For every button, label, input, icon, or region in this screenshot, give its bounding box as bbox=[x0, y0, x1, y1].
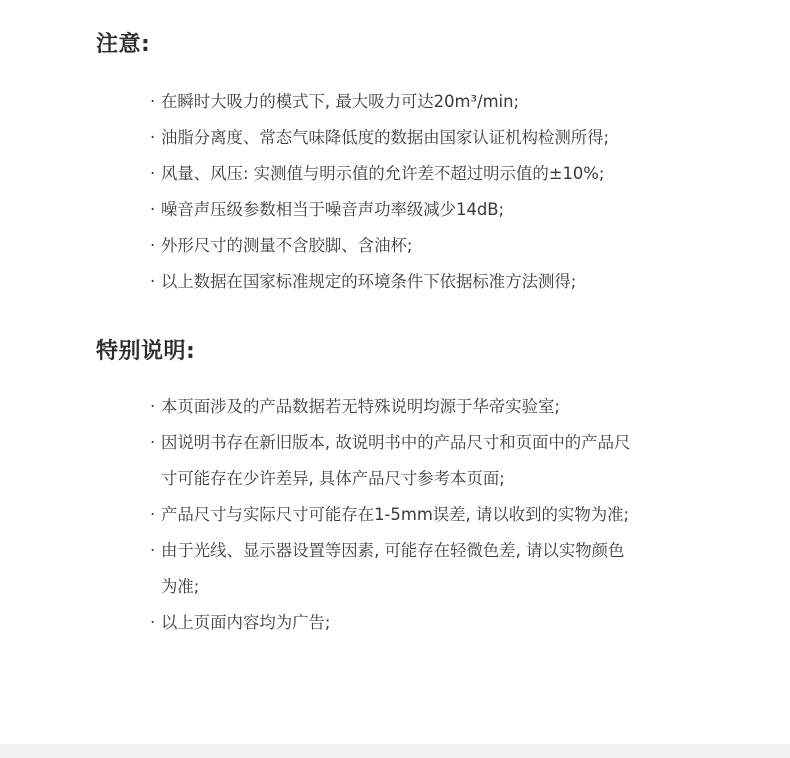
note-text: 噪音声压级参数相当于噪音声功率级减少14dB; bbox=[161, 200, 505, 219]
special-text: 由于光线、显示器设置等因素, 可能存在轻微色差, 请以实物颜色为准; bbox=[161, 541, 625, 596]
list-item bbox=[150, 84, 640, 120]
list-item bbox=[150, 120, 640, 156]
bullet: · bbox=[150, 613, 156, 632]
special-section-title: 特别说明: bbox=[96, 339, 196, 364]
note-text: 风量、风压: 实测值与明示值的允许差不超过明示值的±10%; bbox=[161, 164, 605, 183]
bullet: · bbox=[150, 236, 156, 255]
list-item bbox=[150, 497, 640, 533]
bullet: · bbox=[150, 200, 156, 219]
list-item bbox=[150, 192, 640, 228]
list-item bbox=[150, 228, 640, 264]
special-text: 产品尺寸与实际尺寸可能存在1-5mm误差, 请以收到的实物为准; bbox=[161, 505, 630, 524]
note-text: 以上数据在国家标准规定的环境条件下依据标准方法测得; bbox=[161, 272, 577, 291]
special-text: 本页面涉及的产品数据若无特殊说明均源于华帝实验室; bbox=[161, 397, 560, 416]
notes-list bbox=[150, 84, 640, 300]
notes-section-title: 注意: bbox=[96, 32, 151, 57]
list-item bbox=[150, 533, 640, 605]
special-text: 因说明书存在新旧版本, 故说明书中的产品尺寸和页面中的产品尺寸可能存在少许差异, 具体产品尺寸参考本页面; bbox=[161, 433, 631, 488]
bullet: · bbox=[150, 164, 156, 183]
bullet: · bbox=[150, 92, 156, 111]
list-item bbox=[150, 605, 640, 641]
bullet: · bbox=[150, 397, 156, 416]
note-text: 在瞬时大吸力的模式下, 最大吸力可达20m³/min; bbox=[161, 92, 520, 111]
list-item bbox=[150, 156, 640, 192]
list-item bbox=[150, 264, 640, 300]
special-list bbox=[150, 389, 640, 641]
list-item bbox=[150, 389, 640, 425]
footer-divider bbox=[0, 744, 790, 758]
bullet: · bbox=[150, 433, 156, 452]
list-item bbox=[150, 425, 640, 497]
note-text: 外形尺寸的测量不含胶脚、含油杯; bbox=[161, 236, 413, 255]
bullet: · bbox=[150, 128, 156, 147]
special-text: 以上页面内容均为广告; bbox=[161, 613, 331, 632]
bullet: · bbox=[150, 272, 156, 291]
bullet: · bbox=[150, 505, 156, 524]
bullet: · bbox=[150, 541, 156, 560]
note-text: 油脂分离度、常态气味降低度的数据由国家认证机构检测所得; bbox=[161, 128, 610, 147]
